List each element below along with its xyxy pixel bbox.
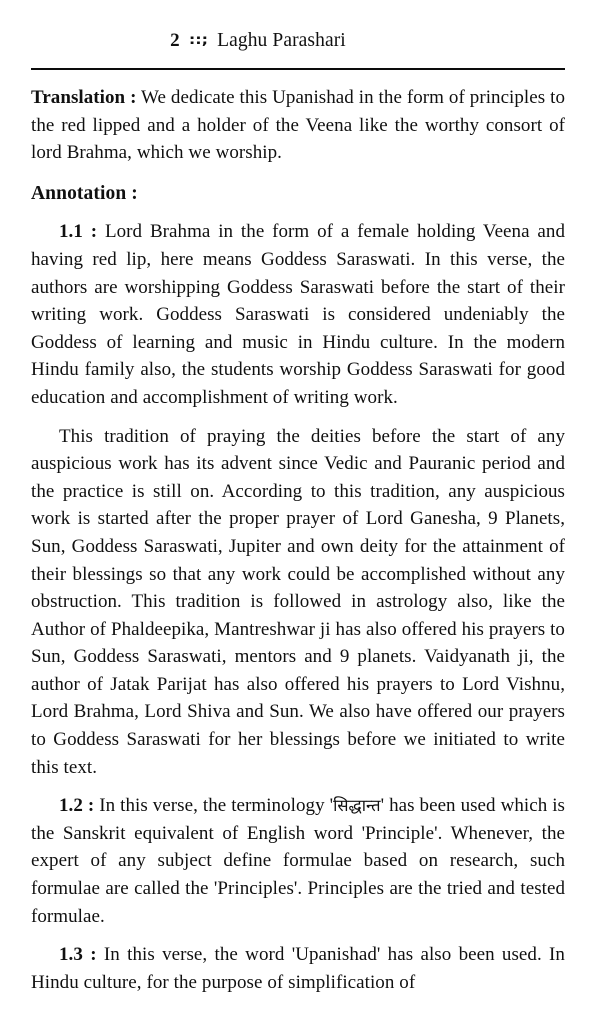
note-1-2-paragraph [31,792,565,930]
header-ornament-icon: ::; [188,31,209,48]
note-1-1-paragraph-2: This tradition of praying the deities before the start of any auspicious work has its advent since Vedic and Pauranic period and the practice is still on. According to this tradition, any auspicious work is started after the proper prayer of Lord Ganesha, 9 Planets, Sun, Goddess Saraswati, Jupiter and own deity for the attainment of their blessings so that any work could be accomplished without any obstruction. This tradition is followed in astrology also, like the Author of Phaldeepika, Mantreshwar ji has also offered his prayers to Sun, Goddess Saraswati, mentors and 9 planets. Vaidyanath ji, the author of Jatak Parijat has also offered his prayers to Lord Vishnu, Lord Brahma, Lord Shiva and Sun. We also have offered our prayers to Goddess Saraswati for her blessings before we initiated to write this text. [31,425,565,778]
spacer [31,412,565,423]
note-1-1-paragraph-1 [31,218,565,411]
spacer [31,930,565,941]
devanagari-term: सिद्धान्त [333,796,381,816]
note-1-2-text-before: In this verse, the terminology ' [99,795,334,817]
spacer [31,167,565,180]
note-number-1-3: 1.3 [59,944,83,966]
page-number: 2 [170,30,180,51]
annotation-heading: Annotation : [31,182,138,204]
note-1-3-text: In this verse, the word 'Upanishad' has also been used. In Hindu culture, for the purpose of simplification of [31,944,565,993]
note-number-1-1: 1.1 [59,221,83,243]
translation-label: Translation : [31,87,137,108]
translation-paragraph [31,84,565,167]
note-1-1-text-1: Lord Brahma in the form of a female holding Veena and having red lip, here means Goddess Saraswati. In this verse, the authors are worshipping Goddess Saraswati before the start of their writing work. Goddess Saraswati is considered undeniably the Goddess of learning and music in Hindu culture. In the modern Hindu family also, the students worship Goddess Saraswati for good education and accomplishment of writing work. [31,221,565,408]
note-1-2-text-after: ' has been used which is the Sanskrit equivalent of English word 'Principle'. Whenever, the expert of any subject define formulae based on research, such formulae are called the 'Principles'. Principles are the tried and tested formulae. [31,795,565,927]
note-separator: : [82,795,100,817]
running-header-inner [170,30,346,52]
note-separator: : [82,221,105,243]
book-title: Laghu Parashari [217,30,346,51]
translation-text: We dedicate this Upanishad in the form of principles to the red lipped and a holder of the Veena like the worthy consort of lord Brahma, which we worship. [31,87,565,164]
note-number-1-2: 1.2 [59,795,83,817]
spacer [31,781,565,792]
header-divider-rule [31,68,565,70]
body-content [31,84,565,996]
note-1-3-paragraph [31,941,565,996]
running-header [31,30,565,68]
note-separator: : [82,944,104,966]
spacer [31,207,565,218]
